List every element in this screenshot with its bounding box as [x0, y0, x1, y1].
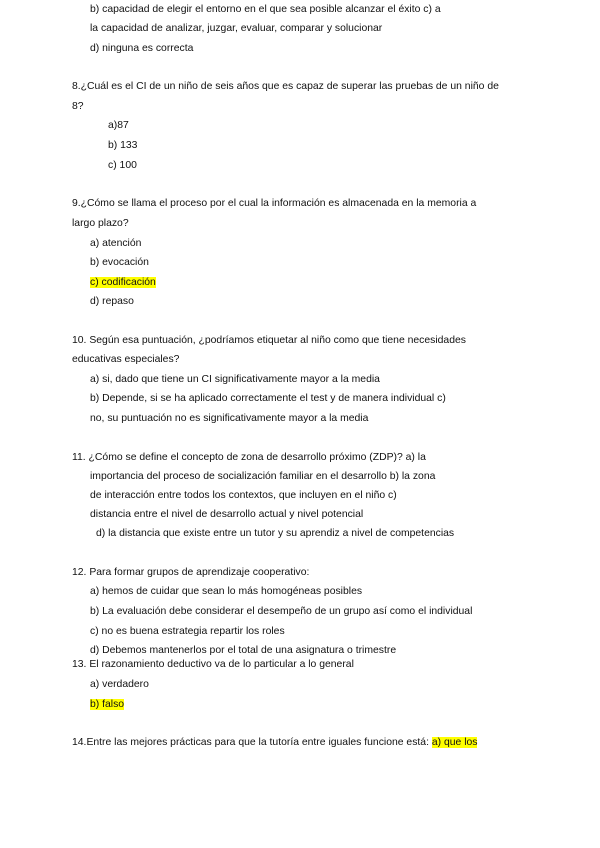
- q12-option-b: b) La evaluación debe considerar el desempeño de un grupo así como el individual: [90, 606, 473, 617]
- q9-option-d: d) repaso: [90, 296, 134, 307]
- q10-option-a: a) si, dado que tiene un CI significativamente mayor a la media: [90, 374, 380, 385]
- q9-question-cont: largo plazo?: [72, 218, 129, 229]
- q7-option-d: d) ninguna es correcta: [90, 43, 194, 54]
- q13-option-b-wrap: [90, 698, 124, 711]
- q7-option-c-line: la capacidad de analizar, juzgar, evaluar, comparar y solucionar: [90, 23, 383, 34]
- q14-option-a-highlight: a) que los: [431, 737, 478, 748]
- q13-option-a: a) verdadero: [90, 679, 149, 690]
- q13-question: 13. El razonamiento deductivo va de lo particular a lo general: [72, 659, 354, 670]
- q8-option-a: a)87: [108, 120, 129, 131]
- q12-question: 12. Para formar grupos de aprendizaje cooperativo:: [72, 567, 310, 578]
- q12-option-d: d) Debemos mantenerlos por el total de una asignatura o trimestre: [90, 645, 397, 656]
- q14-question: [72, 736, 477, 749]
- q11-line-3: de interacción entre todos los contextos, que incluyen en el niño c): [90, 490, 397, 501]
- q11-question: 11. ¿Cómo se define el concepto de zona de desarrollo próximo (ZDP)? a) la: [72, 452, 426, 463]
- q10-option-b: b) Depende, si se ha aplicado correctamente el test y de manera individual c): [90, 393, 446, 404]
- q11-option-d: d) la distancia que existe entre un tutor y su aprendiz a nivel de competencias: [96, 528, 455, 539]
- q9-option-c-highlight: c) codificación: [90, 277, 156, 288]
- q11-line-2: importancia del proceso de socialización familiar en el desarrollo b) la zona: [90, 471, 436, 482]
- q9-option-b: b) evocación: [90, 257, 149, 268]
- q13-option-b-highlight: b) falso: [90, 699, 125, 710]
- q14-question-text: 14.Entre las mejores prácticas para que la tutoría entre iguales funcione está:: [72, 737, 429, 748]
- q8-question-cont: 8?: [72, 101, 84, 112]
- q11-line-4: distancia entre el nivel de desarrollo actual y nivel potencial: [90, 509, 364, 520]
- q8-question: 8.¿Cuál es el CI de un niño de seis años que es capaz de superar las pruebas de un niño de: [72, 81, 499, 92]
- q12-option-a: a) hemos de cuidar que sean lo más homogéneas posibles: [90, 586, 363, 597]
- q10-option-c: no, su puntuación no es significativamente mayor a la media: [90, 413, 369, 424]
- q10-question-cont: educativas especiales?: [72, 354, 180, 365]
- q8-option-c: c) 100: [108, 160, 137, 171]
- q10-question: 10. Según esa puntuación, ¿podríamos etiquetar al niño como que tiene necesidades: [72, 335, 466, 346]
- q9-option-a: a) atención: [90, 238, 142, 249]
- q12-option-c: c) no es buena estrategia repartir los roles: [90, 626, 285, 637]
- q7-option-b-line: b) capacidad de elegir el entorno en el que sea posible alcanzar el éxito c) a: [90, 4, 441, 15]
- q8-option-b: b) 133: [108, 140, 138, 151]
- q9-option-c-wrap: [90, 276, 156, 289]
- q9-question: 9.¿Cómo se llama el proceso por el cual la información es almacenada en la memoria a: [72, 198, 477, 209]
